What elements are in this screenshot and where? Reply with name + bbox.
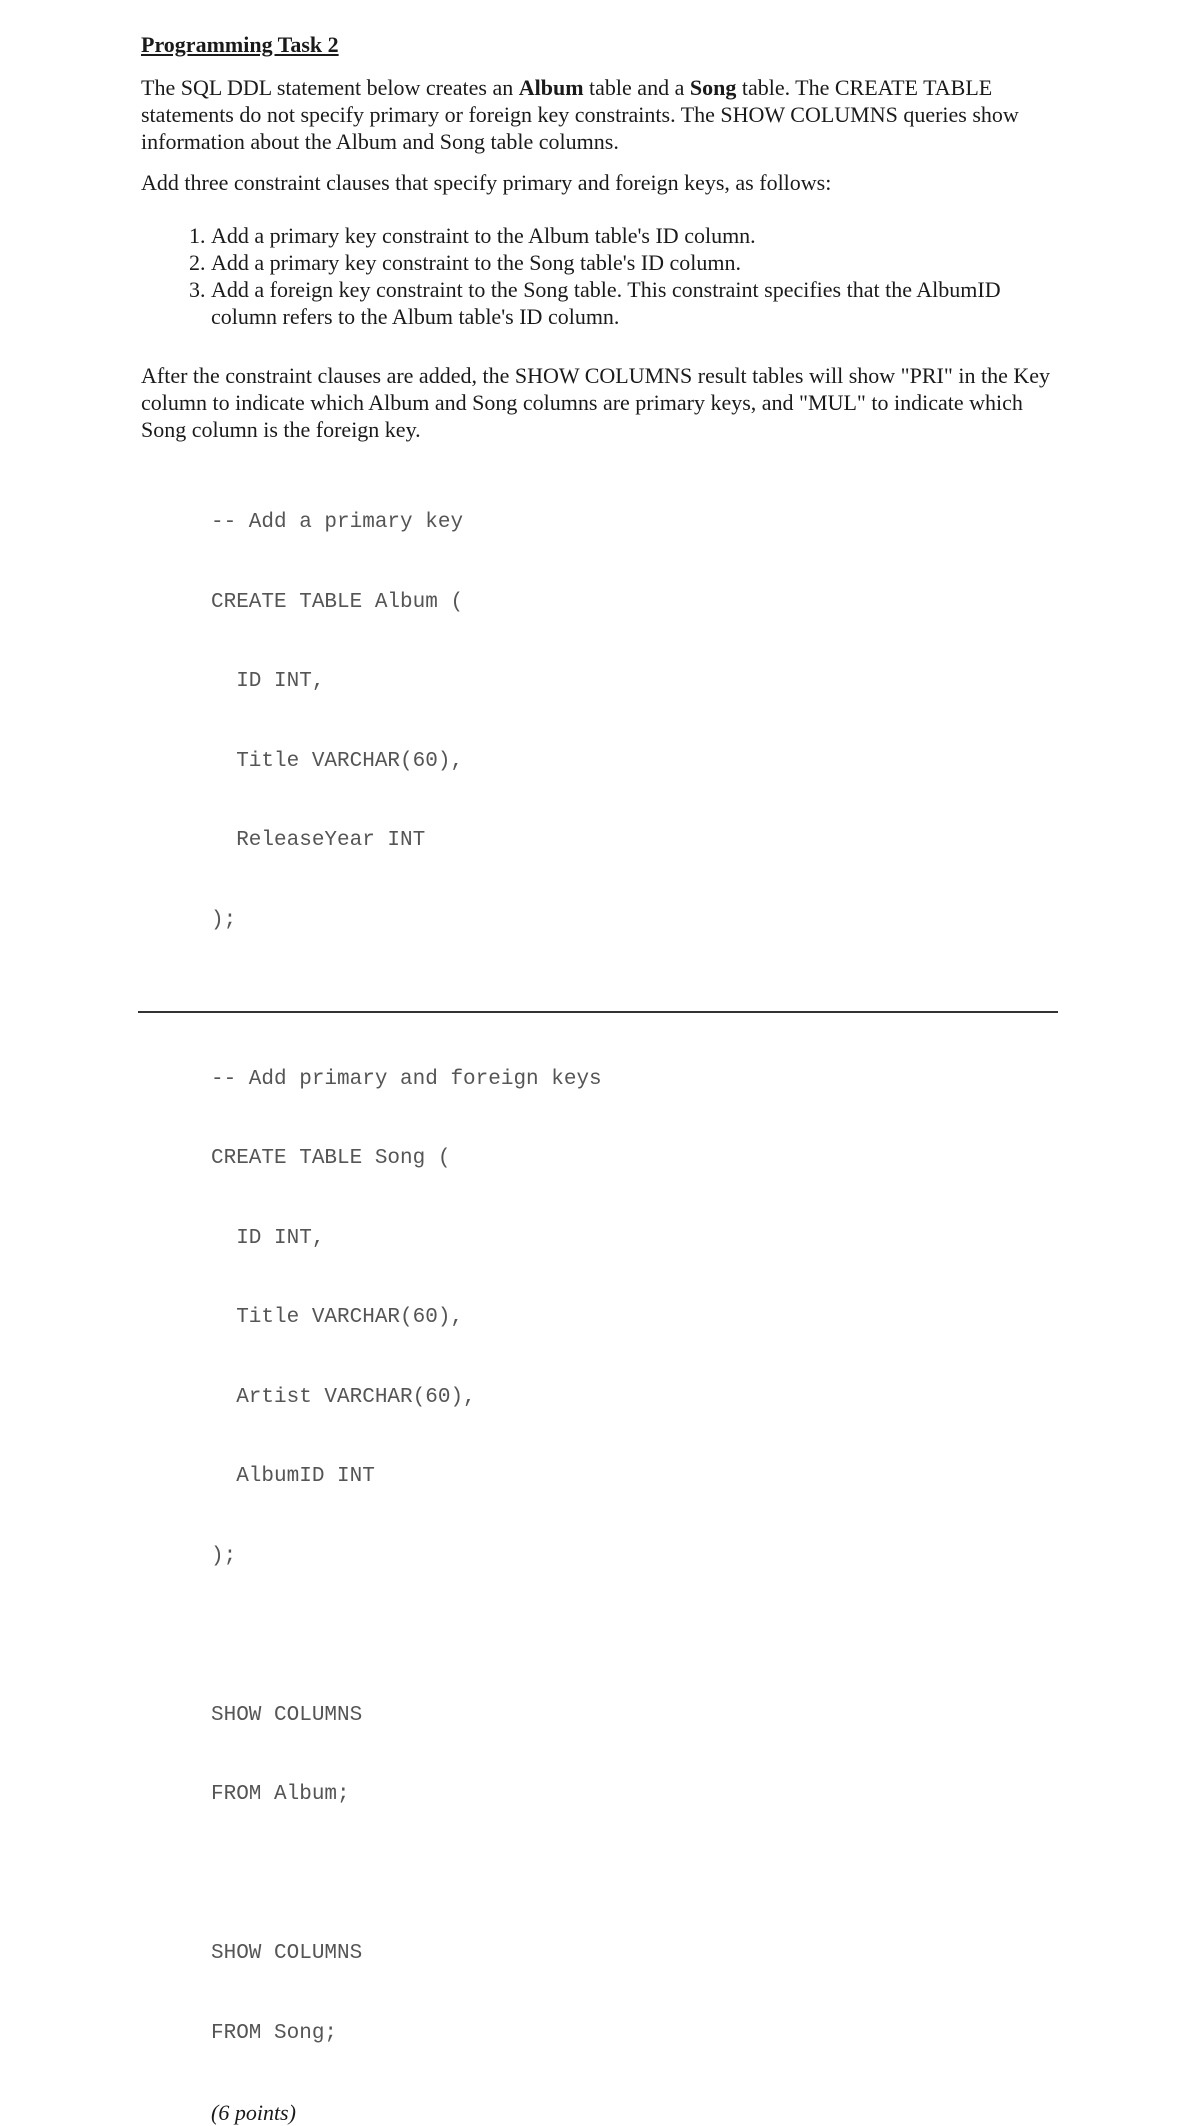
task-document [141,30,1061,2126]
task-heading: Programming Task 2 [141,32,339,57]
intro-paragraph [141,74,1061,155]
code-line: FROM Album; [211,1783,350,1806]
code-line: SHOW COLUMNS [211,1703,363,1727]
code-line: ReleaseYear INT [211,829,426,852]
code-line: -- Add a primary key [211,511,464,534]
instruction-paragraph: Add three constraint clauses that specify primary and foreign keys, as follows: [141,170,832,195]
step-item: 2. Add a primary key constraint to the Song table's ID column. [211,249,1061,276]
intro-text-1: The SQL DDL statement below creates an [141,75,519,100]
intro-bold-song: Song [689,75,737,100]
code-line: ID INT, [211,1226,325,1250]
code-line: CREATE TABLE Song ( [211,1147,451,1170]
code-line: ); [211,1544,237,1568]
sql-code-block [211,457,1061,2100]
code-line: CREATE TABLE Album ( [211,590,464,614]
code-blank-line [211,1623,1061,1650]
intro-bold-album: Album [518,75,584,100]
after-paragraph: After the constraint clauses are added, the SHOW COLUMNS result tables will show "PRI" in the Key column to indicate which Album and Song columns are primary keys, and "MUL" to indicate which Song column is the foreign key. [141,363,1050,442]
code-line: Artist VARCHAR(60), [211,1385,476,1409]
points-label: (6 points) [211,2100,296,2125]
code-line: ); [211,908,237,932]
code-line: SHOW COLUMNS [211,1942,363,1965]
code-line: Title VARCHAR(60), [211,1306,464,1329]
step-item: 3. Add a foreign key constraint to the Song table. This constraint specifies that the AlbumID column refers to the Album table's ID column. [211,276,1061,330]
code-line: Title VARCHAR(60), [211,749,464,773]
code-line: AlbumID INT [211,1465,375,1488]
code-blank-line [211,1862,1061,1889]
steps-list [141,222,1061,330]
bottom-divider [138,1011,1058,1013]
intro-text-2: table and a [583,75,690,100]
code-line: FROM Song; [211,2021,338,2045]
code-blank-line [211,987,1061,1014]
step-item: 1. Add a primary key constraint to the Album table's ID column. [211,222,1061,249]
code-line: -- Add primary and foreign keys [211,1067,602,1091]
intro-text-3: table. The CREATE TABLE statements do not specify primary or foreign key constraints. The SHOW COLUMNS queries show information about the Album and Song table columns. [141,75,1019,154]
code-line: ID INT, [211,670,325,693]
